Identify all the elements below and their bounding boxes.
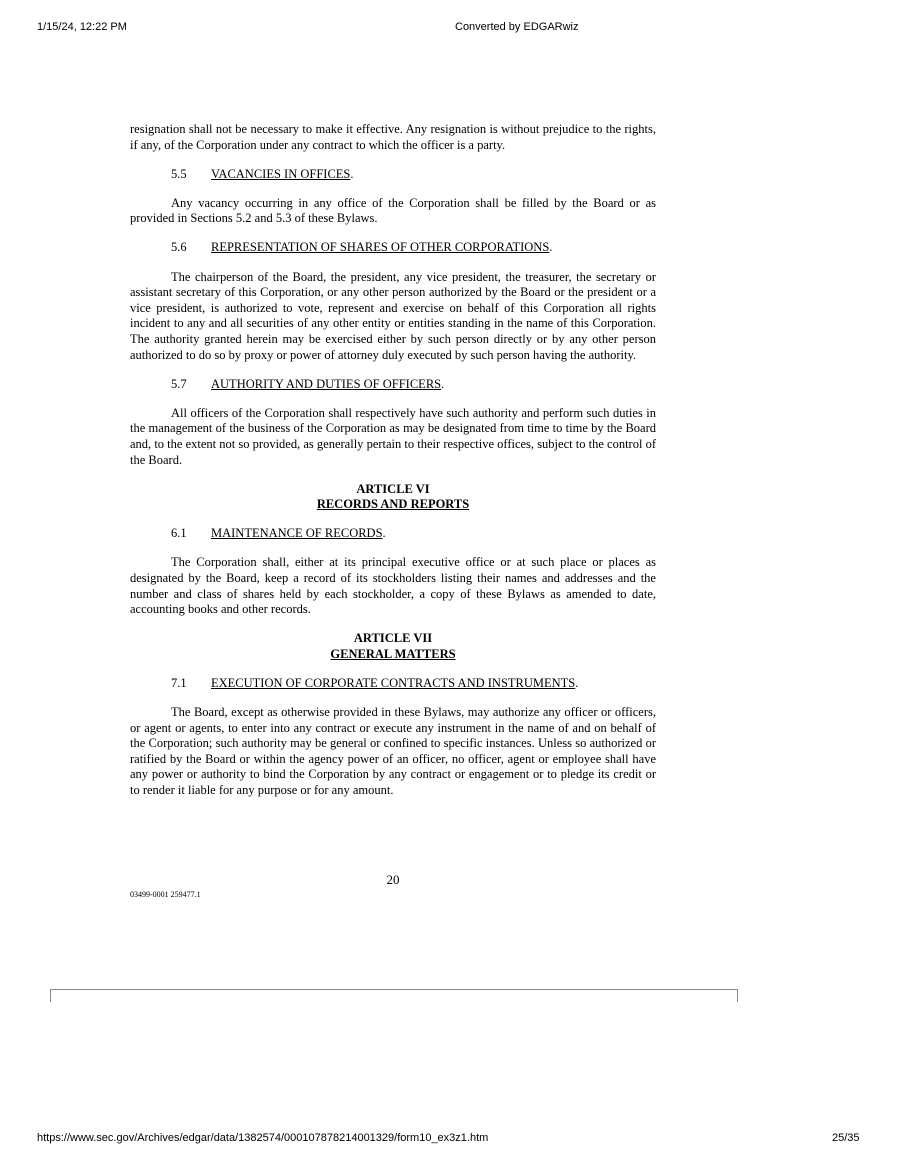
section-body-6-1: The Corporation shall, either at its principal executive office or at such place or places as designated by the Board, keep a record of its stockholders listing their names and addresses and the number and class of shares held by each stockholder, a copy of these Bylaws as amended to date, accounting books and other records. bbox=[130, 555, 656, 617]
section-title: AUTHORITY AND DUTIES OF OFFICERS bbox=[211, 376, 442, 391]
print-datetime: 1/15/24, 12:22 PM bbox=[37, 21, 127, 33]
print-converter-label: Converted by EDGARwiz bbox=[455, 21, 579, 33]
section-heading-5-6: 5.6 REPRESENTATION OF SHARES OF OTHER CORPORATIONS. bbox=[171, 240, 553, 255]
document-body bbox=[130, 122, 656, 799]
section-title: EXECUTION OF CORPORATE CONTRACTS AND INSTRUMENTS bbox=[211, 675, 576, 690]
document-code: 03499-0001 259477.1 bbox=[130, 890, 201, 899]
section-title: MAINTENANCE OF RECORDS bbox=[211, 526, 383, 541]
section-body-5-7: All officers of the Corporation shall respectively have such authority and perform such duties in the management of the business of the Corporation as may be designated from time to time by the Board and, to the extent not so provided, as generally pertain to their respective offices, subject to the control of the Board. bbox=[130, 405, 656, 467]
section-heading-6-1: 6.1 MAINTENANCE OF RECORDS. bbox=[171, 526, 386, 541]
section-title: VACANCIES IN OFFICES bbox=[211, 166, 351, 181]
article-number: ARTICLE VII bbox=[353, 631, 433, 646]
article-number: ARTICLE VI bbox=[356, 481, 430, 496]
article-title: GENERAL MATTERS bbox=[330, 646, 456, 661]
print-url[interactable]: https://www.sec.gov/Archives/edgar/data/1382574/000107878214001329/form10_ex3z1.htm bbox=[37, 1132, 489, 1144]
section-body-5-5: Any vacancy occurring in any office of the Corporation shall be filled by the Board or as provided in Sections 5.2 and 5.3 of these Bylaws. bbox=[130, 195, 656, 226]
section-number: 5.6 bbox=[171, 240, 187, 255]
section-number: 6.1 bbox=[171, 526, 187, 541]
page-number: 20 bbox=[386, 872, 400, 887]
section-body-7-1: The Board, except as otherwise provided in these Bylaws, may authorize any officer or officers, or agent or agents, to enter into any contract or execute any instrument in the name of and on behalf of the Corporation; such authority may be general or confined to specific instances. Unless so authorized or ratified by the Board or within the agency power of an officer, no officer, agent or employee shall have any power or authority to bind the Corporation by any contract or engagement or to pledge its credit or to render it liable for any purpose or for any amount. bbox=[130, 705, 656, 797]
print-page-count: 25/35 bbox=[832, 1132, 860, 1144]
section-title: REPRESENTATION OF SHARES OF OTHER CORPORATIONS bbox=[211, 240, 550, 255]
section-heading-5-7: 5.7 AUTHORITY AND DUTIES OF OFFICERS. bbox=[171, 376, 445, 391]
section-heading-7-1: 7.1 EXECUTION OF CORPORATE CONTRACTS AND INSTRUMENTS. bbox=[171, 675, 579, 690]
article-title: RECORDS AND REPORTS bbox=[316, 497, 470, 512]
next-page-border bbox=[50, 989, 738, 1002]
section-body-5-6: The chairperson of the Board, the president, any vice president, the treasurer, the secretary or assistant secretary of this Corporation, or any other person authorized by the Board or the president or a vice president, is authorized to vote, represent and exercise on behalf of this Corporation all rights incident to any and all securities of any other entity or entities standing in the name of this Corporation. The authority granted herein may be exercised either by such person directly or by any other person authorized to do so by proxy or power of attorney duly executed by such person having the authority. bbox=[130, 269, 656, 362]
opening-paragraph: resignation shall not be necessary to make it effective. Any resignation is without prejudice to the rights, if any, of the Corporation under any contract to which the officer is a party. bbox=[130, 122, 656, 152]
section-number: 7.1 bbox=[171, 675, 187, 690]
section-number: 5.7 bbox=[171, 376, 187, 391]
article-6-heading bbox=[130, 482, 656, 513]
section-heading-5-5: 5.5 VACANCIES IN OFFICES. bbox=[171, 166, 354, 181]
article-7-heading bbox=[130, 631, 656, 662]
section-number: 5.5 bbox=[171, 166, 187, 181]
